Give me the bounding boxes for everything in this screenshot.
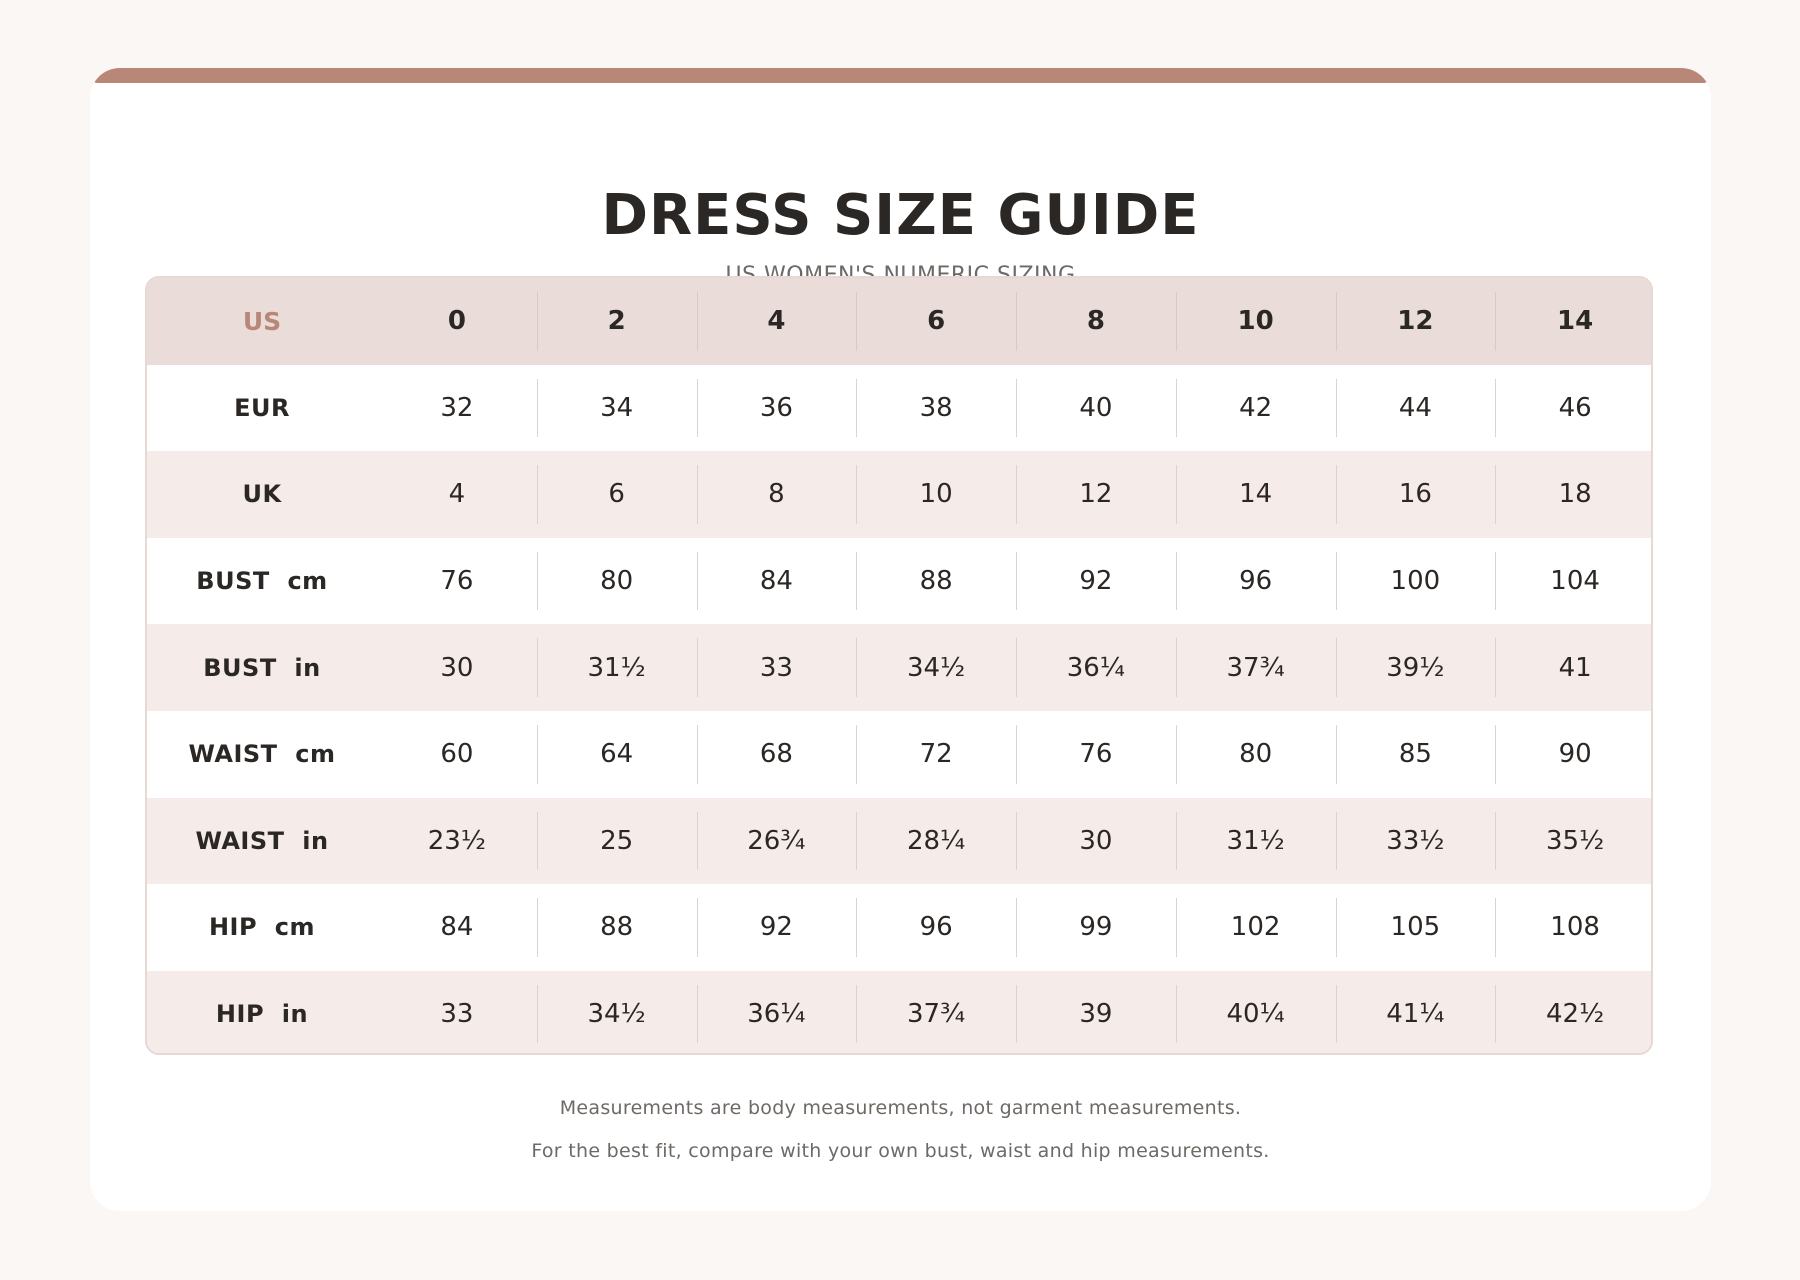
table-cell: 34 (537, 365, 697, 452)
table-cell: 33½ (1336, 798, 1496, 885)
row-label: BUST in (203, 653, 321, 682)
table-cell: 96 (1176, 538, 1336, 625)
table-cell: 76 (440, 566, 474, 597)
table-cell: 42½ (1495, 971, 1653, 1055)
table-cell: 42 (1176, 365, 1336, 452)
table-cell: 12 (1016, 451, 1176, 538)
table-cell: 30 (1016, 798, 1176, 885)
table-body (147, 365, 1653, 1055)
header-size: 8 (1016, 278, 1176, 365)
size-guide-card (90, 68, 1711, 1211)
table-cell: 30 (440, 652, 474, 683)
table-cell: 84 (697, 538, 857, 625)
row-label: HIP in (215, 1000, 309, 1029)
table-row (147, 451, 1653, 538)
row-label: EUR (234, 393, 290, 422)
table-cell: 46 (1495, 365, 1653, 452)
table-cell: 90 (1495, 711, 1653, 798)
accent-bar (90, 68, 1711, 83)
table-cell: 16 (1336, 451, 1496, 538)
table-row (147, 884, 1653, 971)
table-cell: 4 (448, 479, 466, 510)
row-label: HIP cm (208, 913, 316, 942)
table-cell: 37¾ (1176, 624, 1336, 711)
table-cell: 36 (697, 365, 857, 452)
page-title: DRESS SIZE GUIDE (601, 183, 1200, 248)
table-cell: 6 (537, 451, 697, 538)
table-cell: 104 (1495, 538, 1653, 625)
table-cell: 108 (1495, 884, 1653, 971)
footnote-body-measurements: Measurements are body measurements, not garment measurements. (559, 1097, 1242, 1119)
table-cell: 60 (440, 739, 474, 770)
table-cell: 39 (1016, 971, 1176, 1055)
table-cell: 88 (537, 884, 697, 971)
table-cell: 96 (856, 884, 1016, 971)
table-cell: 25 (537, 798, 697, 885)
table-row (147, 971, 1653, 1055)
header-size: 6 (856, 278, 1016, 365)
table-cell: 76 (1016, 711, 1176, 798)
table-cell: 39½ (1336, 624, 1496, 711)
table-cell: 14 (1176, 451, 1336, 538)
table-cell: 32 (440, 392, 474, 423)
table-cell: 40¼ (1176, 971, 1336, 1055)
table-cell: 105 (1336, 884, 1496, 971)
table-cell: 41¼ (1336, 971, 1496, 1055)
header-size: 10 (1176, 278, 1336, 365)
row-label: UK (242, 480, 282, 509)
table-cell: 26¾ (697, 798, 857, 885)
table-cell: 36¼ (697, 971, 857, 1055)
size-table-container (145, 276, 1653, 1055)
header-size: 2 (537, 278, 697, 365)
table-cell: 31½ (537, 624, 697, 711)
table-cell: 72 (856, 711, 1016, 798)
table-cell: 68 (697, 711, 857, 798)
table-cell: 35½ (1495, 798, 1653, 885)
table-cell: 8 (697, 451, 857, 538)
footnote-best-fit: For the best fit, compare with your own bust, waist and hip measurements. (531, 1140, 1270, 1162)
header-size: 4 (697, 278, 857, 365)
table-cell: 80 (1176, 711, 1336, 798)
table-cell: 36¼ (1016, 624, 1176, 711)
table-cell: 33 (697, 624, 857, 711)
table-header-row (147, 278, 1653, 365)
table-cell: 92 (1016, 538, 1176, 625)
table-cell: 34½ (856, 624, 1016, 711)
table-cell: 31½ (1176, 798, 1336, 885)
header-size: 0 (447, 306, 466, 337)
row-label: WAIST cm (188, 740, 336, 769)
table-cell: 102 (1176, 884, 1336, 971)
table-cell: 44 (1336, 365, 1496, 452)
table-cell: 10 (856, 451, 1016, 538)
table-cell: 34½ (537, 971, 697, 1055)
page-subtitle: US WOMEN'S NUMERIC SIZING (725, 263, 1076, 288)
table-cell: 38 (856, 365, 1016, 452)
table-cell: 88 (856, 538, 1016, 625)
table-cell: 84 (440, 912, 474, 943)
table-cell: 92 (697, 884, 857, 971)
table-row (147, 365, 1653, 452)
size-table (147, 278, 1653, 1055)
table-row (147, 624, 1653, 711)
table-row (147, 798, 1653, 885)
header-label-us: US (242, 306, 282, 336)
table-row (147, 711, 1653, 798)
row-label: WAIST in (195, 826, 329, 855)
header-size: 14 (1495, 278, 1653, 365)
header-size: 12 (1336, 278, 1496, 365)
table-cell: 18 (1495, 451, 1653, 538)
table-cell: 33 (440, 999, 474, 1030)
table-cell: 85 (1336, 711, 1496, 798)
table-cell: 80 (537, 538, 697, 625)
row-label: BUST cm (196, 567, 328, 596)
table-cell: 41 (1495, 624, 1653, 711)
table-cell: 99 (1016, 884, 1176, 971)
table-cell: 23½ (427, 825, 487, 856)
table-cell: 100 (1336, 538, 1496, 625)
table-cell: 37¾ (856, 971, 1016, 1055)
table-row (147, 538, 1653, 625)
table-cell: 40 (1016, 365, 1176, 452)
table-cell: 28¼ (856, 798, 1016, 885)
table-cell: 64 (537, 711, 697, 798)
